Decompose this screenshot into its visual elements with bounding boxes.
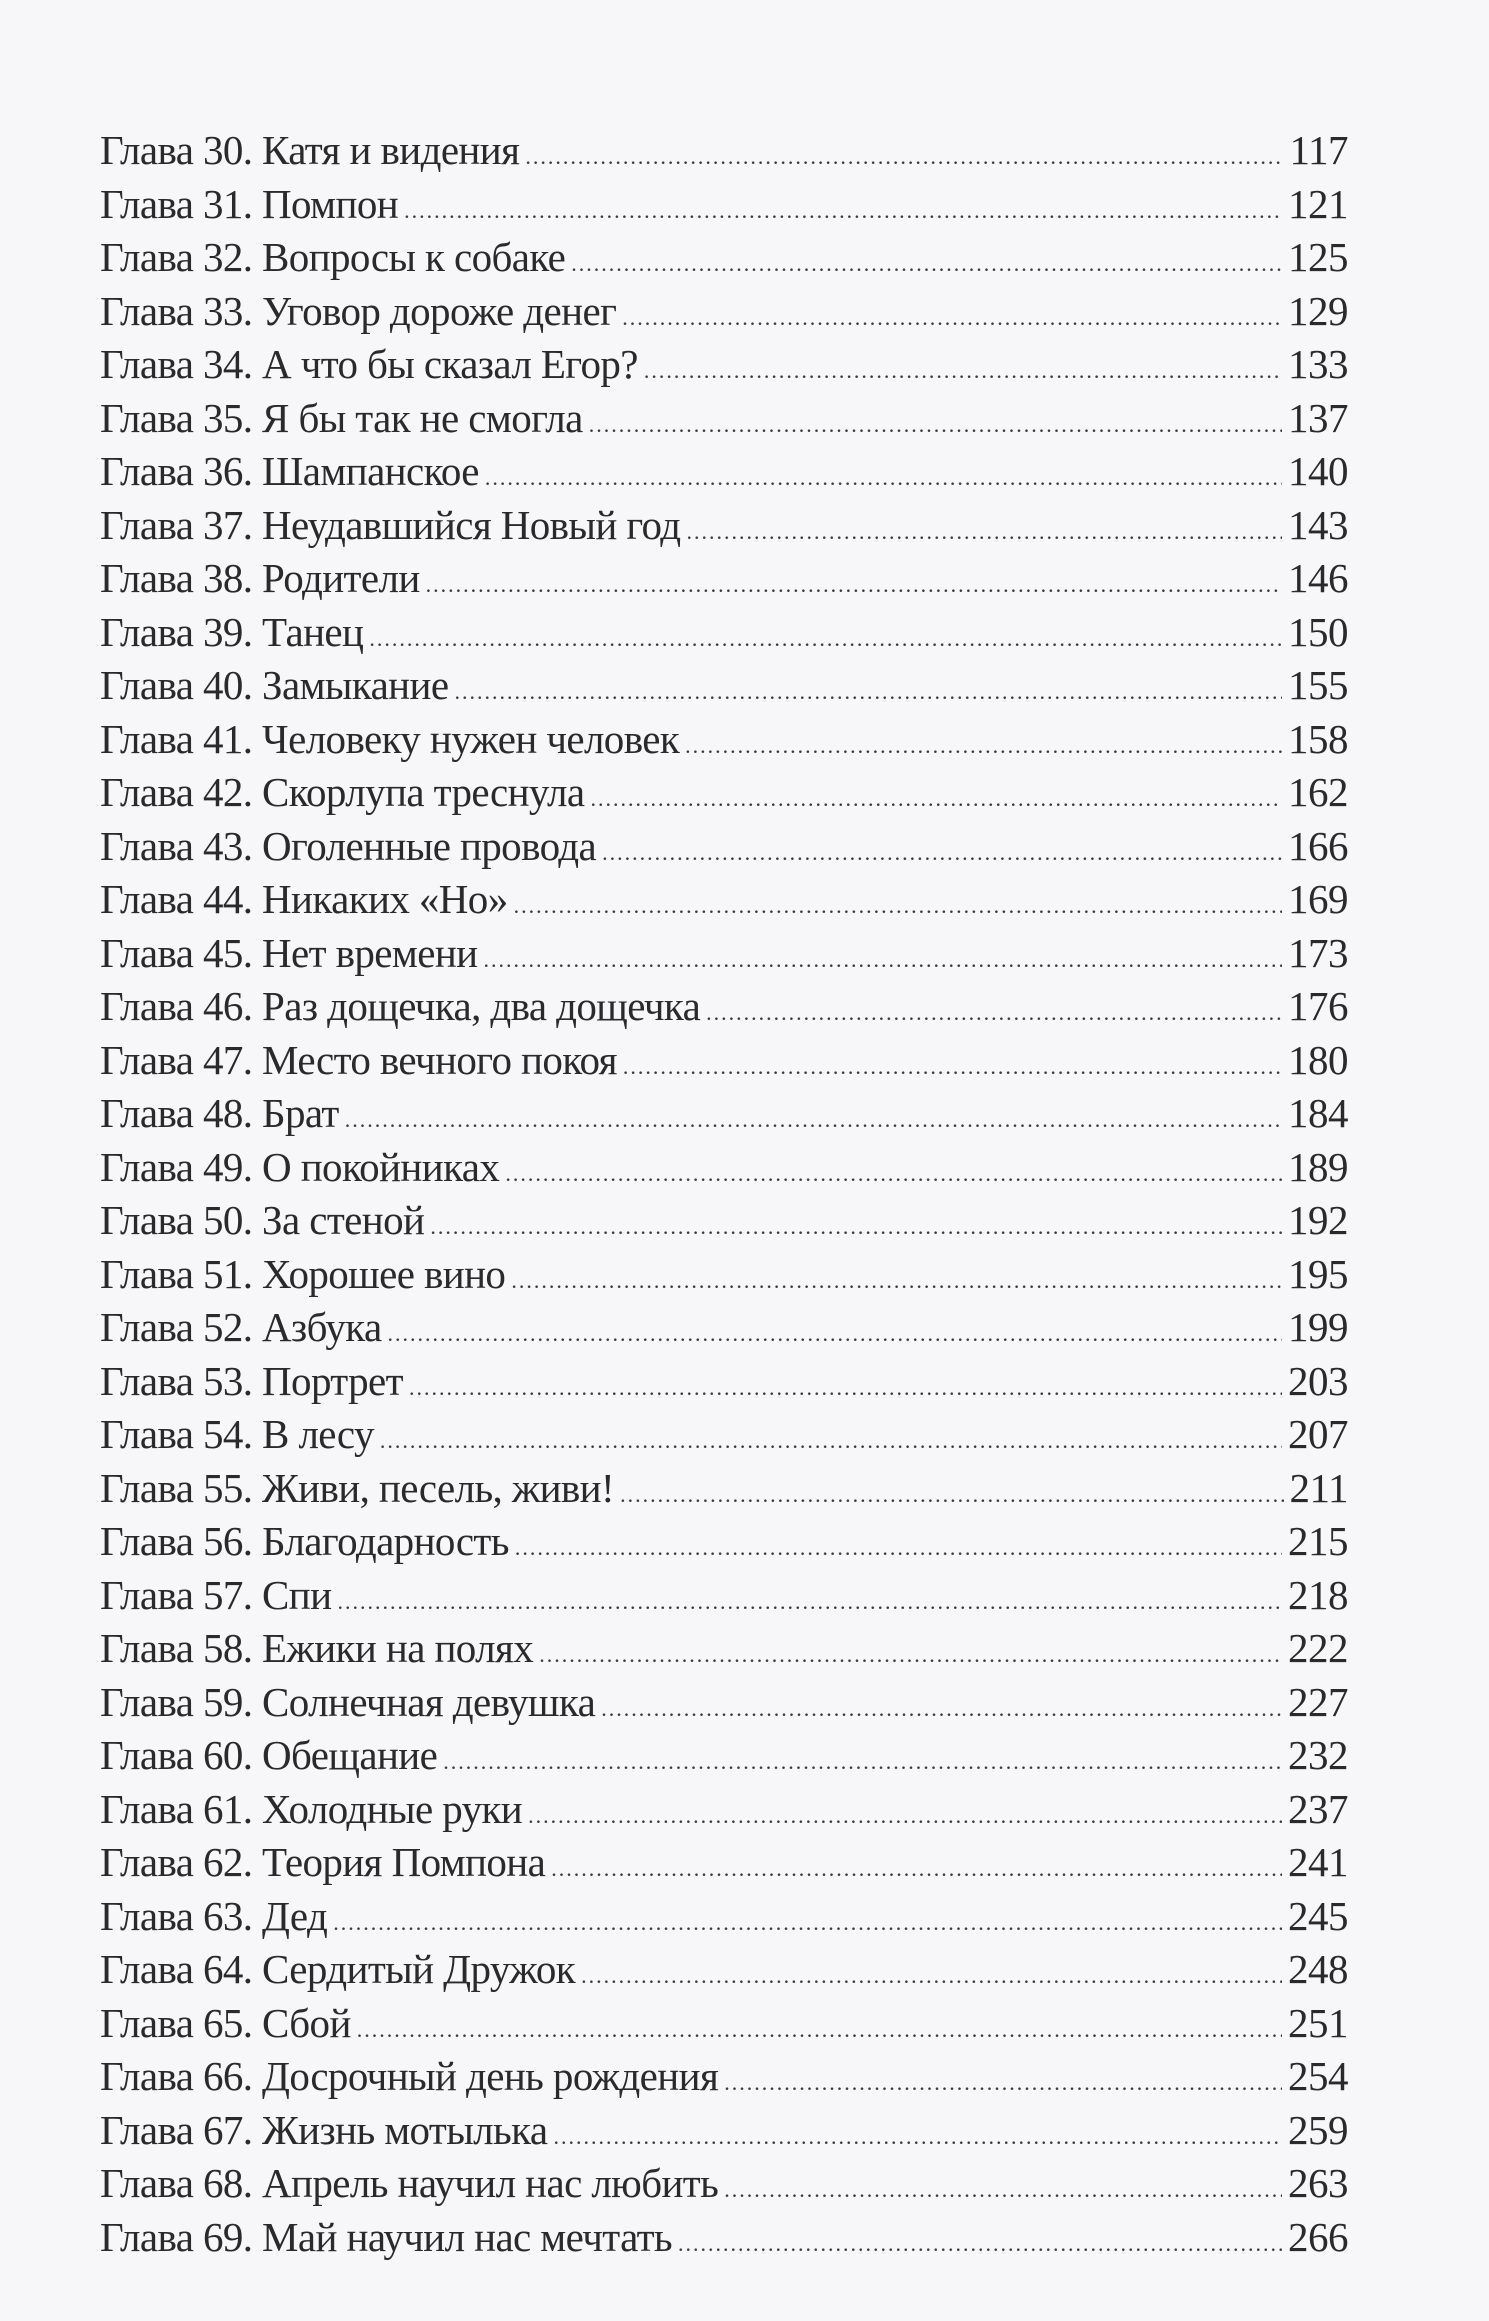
toc-entry (100, 1890, 1348, 1944)
dot-leader (426, 558, 1282, 612)
page-number: 195 (1288, 1250, 1348, 1297)
chapter-title: Глава 31. Помпон (100, 180, 399, 227)
toc-entry (100, 2211, 1348, 2265)
dot-leader (571, 237, 1282, 291)
page-number: 158 (1288, 715, 1348, 762)
toc-entry (100, 1622, 1348, 1676)
toc-entry (100, 1141, 1348, 1195)
toc-entry (100, 552, 1348, 606)
page-number: 180 (1288, 1036, 1348, 1083)
toc-entry (100, 2104, 1348, 2158)
page-number: 173 (1288, 929, 1348, 976)
page-number: 237 (1288, 1785, 1348, 1832)
dot-leader (357, 2003, 1282, 2057)
dot-leader (409, 1361, 1282, 1415)
chapter-title: Глава 64. Сердитый Дружок (100, 1946, 576, 1992)
dot-leader (515, 1521, 1282, 1575)
chapter-title: Глава 45. Нет времени (100, 929, 478, 976)
toc-entry (100, 1515, 1348, 1569)
dot-leader (706, 986, 1282, 1040)
toc-entry (100, 713, 1348, 767)
chapter-title: Глава 52. Азбука (100, 1304, 382, 1350)
toc-entry (100, 1943, 1348, 1997)
dot-leader (678, 2217, 1282, 2271)
toc-entry (100, 392, 1348, 446)
page-number: 227 (1288, 1678, 1348, 1725)
page-number: 199 (1288, 1304, 1348, 1350)
toc-entry (100, 1194, 1348, 1248)
page-number: 150 (1288, 608, 1348, 655)
dot-leader (525, 130, 1283, 184)
chapter-title: Глава 39. Танец (100, 608, 364, 655)
page-number: 125 (1288, 234, 1348, 280)
toc-entry (100, 927, 1348, 981)
page-number: 162 (1288, 769, 1348, 815)
chapter-title: Глава 35. Я бы так не смогла (100, 394, 583, 441)
chapter-title: Глава 65. Сбой (100, 1999, 351, 2046)
page-number: 248 (1288, 1946, 1348, 1992)
chapter-title: Глава 48. Брат (100, 1090, 339, 1136)
chapter-title: Глава 46. Раз дощечка, два дощечка (100, 983, 701, 1029)
dot-leader (443, 1735, 1282, 1789)
toc-entry (100, 1462, 1348, 1516)
dot-leader (685, 719, 1282, 773)
toc-entry (100, 1355, 1348, 1409)
dot-leader (724, 2056, 1282, 2110)
chapter-title: Глава 60. Обещание (100, 1732, 438, 1778)
chapter-title: Глава 56. Благодарность (100, 1518, 509, 1564)
page-number: 129 (1288, 287, 1348, 334)
chapter-title: Глава 43. Оголенные провода (100, 822, 597, 869)
toc-entry (100, 124, 1348, 178)
toc-entry (100, 1301, 1348, 1355)
dot-leader (514, 879, 1282, 933)
dot-leader (581, 1949, 1282, 2003)
dot-leader (333, 1896, 1282, 1950)
chapter-title: Глава 40. Замыкание (100, 662, 449, 708)
chapter-title: Глава 37. Неудавшийся Новый год (100, 501, 681, 548)
chapter-title: Глава 67. Жизнь мотылька (100, 2106, 548, 2153)
toc-entry (100, 499, 1348, 553)
dot-leader (623, 1040, 1282, 1094)
toc-entry (100, 2157, 1348, 2211)
dot-leader (380, 1414, 1282, 1468)
chapter-title: Глава 61. Холодные руки (100, 1785, 523, 1832)
page-number: 121 (1288, 180, 1348, 227)
chapter-title: Глава 55. Живи, песель, живи! (100, 1464, 615, 1511)
page-number: 133 (1288, 341, 1348, 387)
page-number: 211 (1289, 1464, 1348, 1511)
dot-leader (724, 2163, 1282, 2217)
chapter-title: Глава 30. Катя и видения (100, 127, 520, 173)
toc-entry (100, 1836, 1348, 1890)
toc-entry (100, 178, 1348, 232)
chapter-title: Глава 34. А что бы сказал Егор? (100, 341, 638, 387)
dot-leader (687, 505, 1282, 559)
toc-entry (100, 1569, 1348, 1623)
toc-entry (100, 1087, 1348, 1141)
page-number: 155 (1288, 662, 1348, 708)
page-number: 203 (1288, 1357, 1348, 1404)
dot-leader (602, 826, 1282, 880)
dot-leader (511, 1254, 1282, 1308)
dot-leader (485, 451, 1282, 505)
page-number: 259 (1288, 2106, 1348, 2153)
dot-leader (644, 344, 1282, 398)
page-number: 254 (1288, 2053, 1348, 2099)
toc-entry (100, 338, 1348, 392)
dot-leader (337, 1575, 1282, 1629)
toc-entry (100, 766, 1348, 820)
toc-entry (100, 1248, 1348, 1302)
page-number: 189 (1288, 1143, 1348, 1190)
chapter-title: Глава 63. Дед (100, 1892, 328, 1939)
dot-leader (388, 1307, 1282, 1361)
toc-entry (100, 820, 1348, 874)
chapter-title: Глава 66. Досрочный день рождения (100, 2053, 719, 2099)
page-number: 137 (1288, 394, 1348, 441)
dot-leader (551, 1842, 1282, 1896)
dot-leader (505, 1147, 1282, 1201)
page-number: 251 (1288, 1999, 1348, 2046)
dot-leader (601, 1682, 1282, 1736)
page-number: 169 (1288, 876, 1348, 922)
toc-entry (100, 1408, 1348, 1462)
toc-entry (100, 873, 1348, 927)
chapter-title: Глава 41. Человеку нужен человек (100, 715, 680, 762)
dot-leader (404, 184, 1282, 238)
page-number: 263 (1288, 2160, 1348, 2206)
dot-leader (553, 2110, 1282, 2164)
dot-leader (484, 933, 1282, 987)
page-number: 140 (1288, 448, 1348, 494)
dot-leader (430, 1200, 1282, 1254)
dot-leader (454, 665, 1282, 719)
page-number: 218 (1288, 1571, 1348, 1618)
chapter-title: Глава 44. Никаких «Но» (100, 876, 508, 922)
chapter-title: Глава 47. Место вечного покоя (100, 1036, 617, 1083)
chapter-title: Глава 32. Вопросы к собаке (100, 234, 566, 280)
chapter-title: Глава 59. Солнечная девушка (100, 1678, 596, 1725)
toc-entry (100, 980, 1348, 1034)
toc-entry (100, 445, 1348, 499)
chapter-title: Глава 50. За стеной (100, 1197, 425, 1243)
chapter-title: Глава 53. Портрет (100, 1357, 403, 1404)
page-number: 166 (1288, 822, 1348, 869)
dot-leader (539, 1628, 1282, 1682)
page-number: 176 (1288, 983, 1348, 1029)
dot-leader (622, 291, 1282, 345)
toc-entry (100, 231, 1348, 285)
chapter-title: Глава 57. Спи (100, 1571, 332, 1618)
page-number: 146 (1288, 555, 1348, 601)
toc-entry (100, 285, 1348, 339)
toc-entry (100, 659, 1348, 713)
chapter-title: Глава 54. В лесу (100, 1411, 374, 1457)
dot-leader (589, 398, 1282, 452)
toc-entry (100, 1997, 1348, 2051)
page-number: 184 (1288, 1090, 1348, 1136)
page-number: 241 (1288, 1839, 1348, 1885)
page-number: 266 (1288, 2213, 1348, 2260)
dot-leader (369, 612, 1282, 666)
chapter-title: Глава 42. Скорлупа треснула (100, 769, 585, 815)
page-number: 232 (1288, 1732, 1348, 1778)
dot-leader (528, 1789, 1282, 1843)
page-number: 192 (1288, 1197, 1348, 1243)
toc-entry (100, 1034, 1348, 1088)
page-number: 245 (1288, 1892, 1348, 1939)
dot-leader (620, 1468, 1283, 1522)
dot-leader (345, 1093, 1282, 1147)
toc-entry (100, 606, 1348, 660)
page-number: 143 (1288, 501, 1348, 548)
chapter-title: Глава 51. Хорошее вино (100, 1250, 506, 1297)
page-number: 222 (1288, 1625, 1348, 1671)
toc-entry (100, 1676, 1348, 1730)
chapter-title: Глава 38. Родители (100, 555, 420, 601)
chapter-title: Глава 33. Уговор дороже денег (100, 287, 617, 334)
page-number: 207 (1288, 1411, 1348, 1457)
chapter-title: Глава 68. Апрель научил нас любить (100, 2160, 719, 2206)
page-number: 215 (1288, 1518, 1348, 1564)
toc-entry (100, 2050, 1348, 2104)
chapter-title: Глава 62. Теория Помпона (100, 1839, 546, 1885)
page-number: 117 (1289, 127, 1348, 173)
chapter-title: Глава 49. О покойниках (100, 1143, 500, 1190)
chapter-title: Глава 36. Шампанское (100, 448, 479, 494)
chapter-title: Глава 69. Май научил нас мечтать (100, 2213, 673, 2260)
toc-entry (100, 1783, 1348, 1837)
toc-entry (100, 1729, 1348, 1783)
chapter-title: Глава 58. Ежики на полях (100, 1625, 534, 1671)
dot-leader (590, 772, 1282, 826)
table-of-contents (100, 124, 1348, 2264)
